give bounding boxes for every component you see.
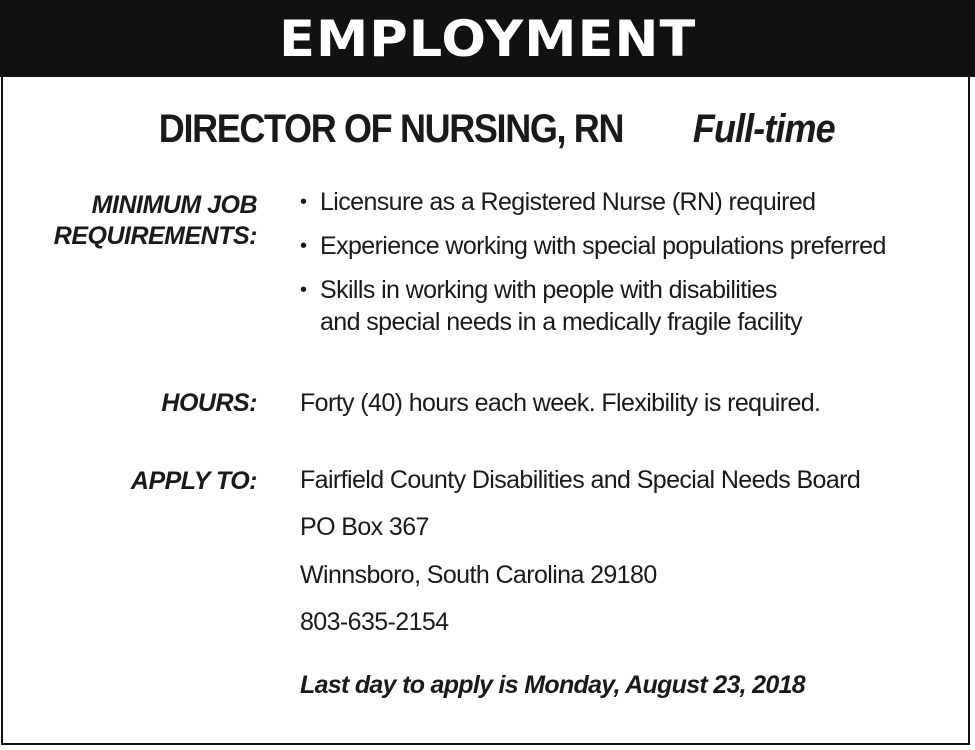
job-type: Full-time [692,107,835,151]
requirements-label-text: MINIMUM JOB REQUIREMENTS: [53,191,257,250]
hours-label: HOURS: [161,389,257,417]
banner-heading: EMPLOYMENT [278,9,697,68]
bullet-icon: • [300,279,307,301]
application-deadline: Last day to apply is Monday, August 23, 2018 [300,671,805,699]
bullet-icon: • [300,191,307,213]
list-item [300,230,886,262]
requirement-text: Experience working with special populations preferred [320,232,886,260]
requirements-label [54,190,257,252]
requirement-text: Licensure as a Registered Nurse (RN) required [320,188,816,216]
employment-banner [0,0,975,77]
requirement-text: Skills in working with people with disabilities and special needs in a medically fragile facility [320,276,802,336]
bullet-icon: • [300,235,307,257]
list-item [300,274,886,338]
apply-organization: Fairfield County Disabilities and Special Needs Board [300,466,861,494]
apply-po-box: PO Box 367 [300,513,429,541]
apply-label: APPLY TO: [130,467,257,495]
job-title-row [0,107,975,152]
hours-value: Forty (40) hours each week. Flexibility is required. [300,389,821,417]
requirements-list [300,186,886,338]
job-title: DIRECTOR OF NURSING, RN [158,107,623,151]
list-item [300,186,886,218]
apply-phone: 803-635-2154 [300,608,449,636]
apply-city-state-zip: Winnsboro, South Carolina 29180 [300,561,657,589]
